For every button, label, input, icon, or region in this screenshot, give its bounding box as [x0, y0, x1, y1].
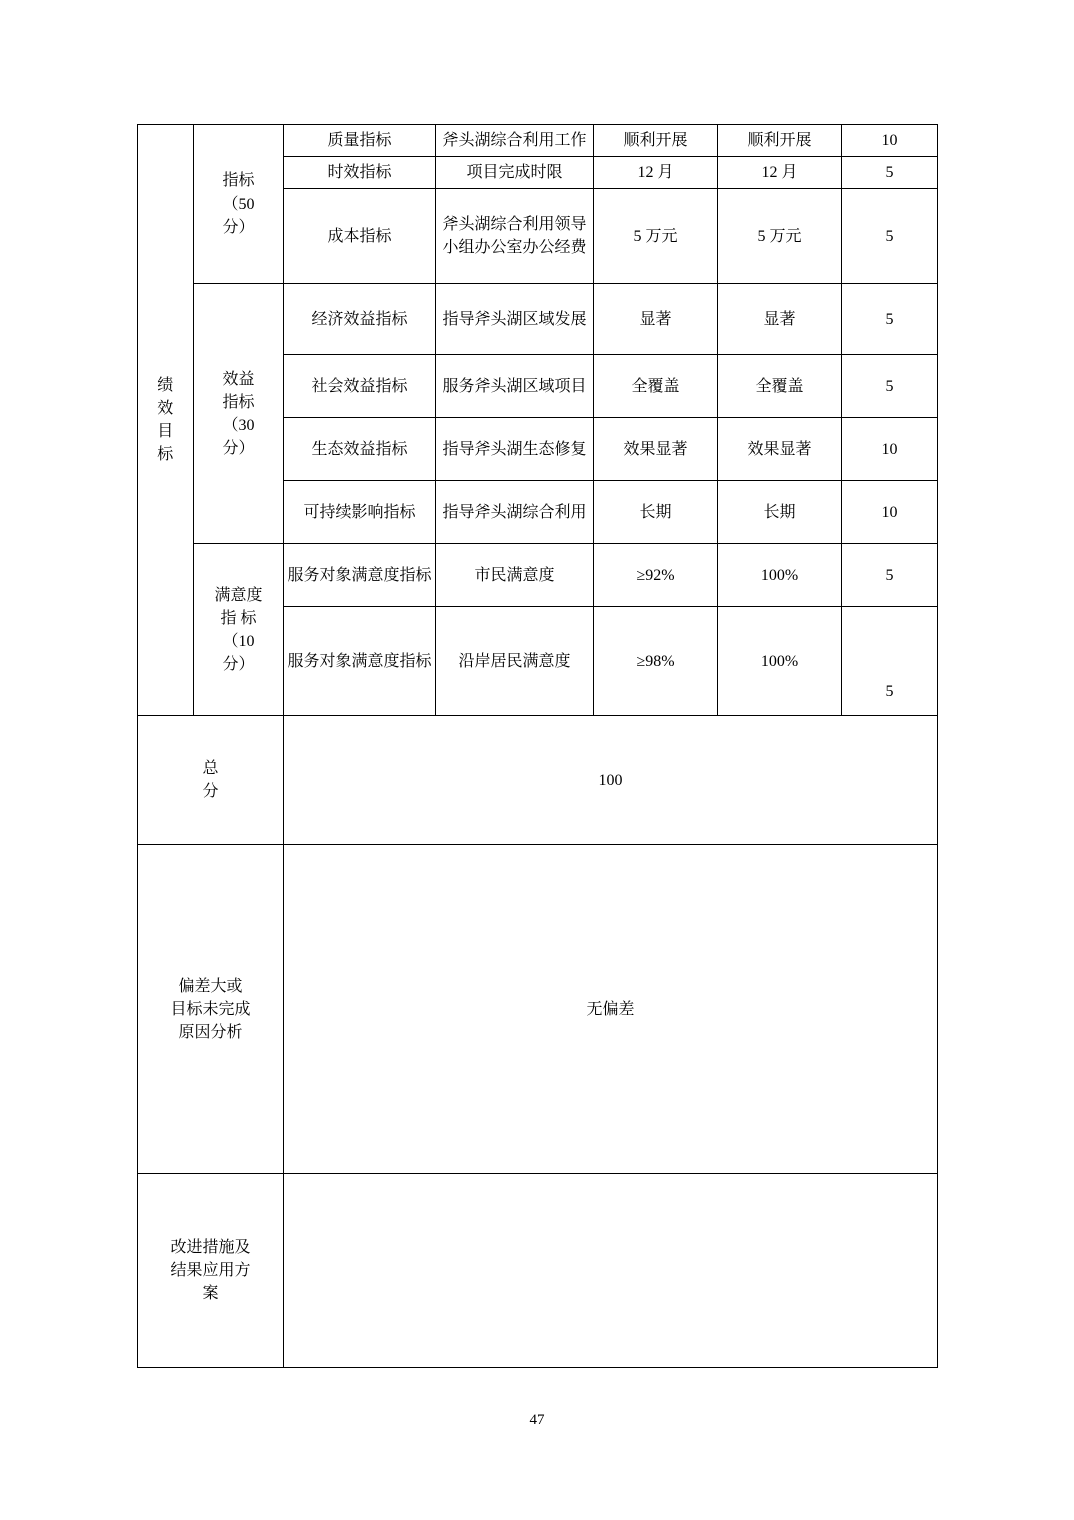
indicator-actual: 全覆盖 — [718, 355, 842, 418]
benefit-label-line-1: 效益 — [222, 370, 255, 388]
indicator-target: 12 月 — [594, 157, 718, 189]
deviation-label-line-3: 原因分析 — [178, 1023, 243, 1041]
improvement-label-line-2: 结果应用方 — [170, 1262, 251, 1280]
improvement-label-line-3: 案 — [202, 1285, 219, 1303]
indicator-actual: 顺利开展 — [718, 125, 842, 157]
indicator-label-line-2: （50 — [222, 195, 255, 213]
category-label-benefit — [194, 284, 284, 544]
benefit-label-line-4: 分） — [222, 440, 255, 458]
indicator-target: 长期 — [594, 481, 718, 544]
group-label-char-3: 目 — [157, 423, 174, 441]
performance-table-wrapper — [137, 124, 937, 1368]
indicator-score: 5 — [842, 284, 938, 355]
improvement-row — [138, 1174, 938, 1368]
indicator-score: 5 — [842, 355, 938, 418]
indicator-type: 生态效益指标 — [284, 418, 436, 481]
indicator-name: 服务斧头湖区域项目 — [436, 355, 594, 418]
indicator-score: 10 — [842, 481, 938, 544]
category-label-indicator — [194, 125, 284, 284]
indicator-target: 效果显著 — [594, 418, 718, 481]
indicator-actual: 12 月 — [718, 157, 842, 189]
indicator-name: 指导斧头湖生态修复 — [436, 418, 594, 481]
indicator-type: 质量指标 — [284, 125, 436, 157]
table-row — [138, 284, 938, 355]
indicator-score: 5 — [842, 189, 938, 284]
indicator-target: 全覆盖 — [594, 355, 718, 418]
satisfaction-label-line-1: 满意度 — [214, 586, 263, 604]
table-row — [138, 544, 938, 607]
group-label-char-1: 绩 — [157, 376, 174, 394]
category-label-satisfaction — [194, 544, 284, 716]
deviation-label-line-2: 目标未完成 — [170, 1000, 251, 1018]
total-row — [138, 716, 938, 845]
indicator-score: 10 — [842, 125, 938, 157]
total-value: 100 — [284, 716, 938, 845]
satisfaction-label-line-4: 分） — [222, 656, 255, 674]
group-label-char-4: 标 — [157, 446, 174, 464]
indicator-name: 沿岸居民满意度 — [436, 607, 594, 716]
improvement-value — [284, 1174, 938, 1368]
indicator-actual: 5 万元 — [718, 189, 842, 284]
indicator-name: 指导斧头湖综合利用 — [436, 481, 594, 544]
indicator-score: 5 — [842, 607, 938, 716]
benefit-label-line-3: （30 — [222, 416, 255, 434]
indicator-label-line-1: 指标 — [222, 172, 255, 190]
indicator-score: 10 — [842, 418, 938, 481]
indicator-target: ≥92% — [594, 544, 718, 607]
deviation-row — [138, 845, 938, 1174]
benefit-label-line-2: 指标 — [222, 393, 255, 411]
indicator-actual: 长期 — [718, 481, 842, 544]
indicator-type: 时效指标 — [284, 157, 436, 189]
indicator-target: 顺利开展 — [594, 125, 718, 157]
indicator-type: 服务对象满意度指标 — [284, 607, 436, 716]
table-row — [138, 125, 938, 157]
indicator-label-line-3: 分） — [222, 218, 255, 236]
performance-target-table — [137, 124, 938, 1368]
indicator-name: 斧头湖综合利用工作 — [436, 125, 594, 157]
indicator-actual: 显著 — [718, 284, 842, 355]
group-label-char-2: 效 — [157, 400, 174, 417]
deviation-label — [138, 845, 284, 1174]
indicator-actual: 100% — [718, 607, 842, 716]
indicator-type: 成本指标 — [284, 189, 436, 284]
indicator-score: 5 — [842, 157, 938, 189]
deviation-label-line-1: 偏差大或 — [178, 977, 243, 995]
page-number: 47 — [529, 1412, 545, 1428]
total-label — [138, 716, 284, 845]
row-group-label — [138, 125, 194, 716]
satisfaction-label-line-2: 指 标 — [220, 609, 257, 627]
indicator-type: 服务对象满意度指标 — [284, 544, 436, 607]
improvement-label-line-1: 改进措施及 — [170, 1239, 251, 1257]
deviation-value: 无偏差 — [284, 845, 938, 1174]
indicator-name: 市民满意度 — [436, 544, 594, 607]
indicator-target: ≥98% — [594, 607, 718, 716]
indicator-target: 5 万元 — [594, 189, 718, 284]
indicator-type: 可持续影响指标 — [284, 481, 436, 544]
indicator-score: 5 — [842, 544, 938, 607]
indicator-name: 斧头湖综合利用领导小组办公室办公经费 — [436, 189, 594, 284]
indicator-type: 经济效益指标 — [284, 284, 436, 355]
indicator-name: 项目完成时限 — [436, 157, 594, 189]
satisfaction-label-line-3: （10 — [222, 632, 255, 650]
indicator-type: 社会效益指标 — [284, 355, 436, 418]
indicator-target: 显著 — [594, 284, 718, 355]
total-label-line-1: 总 — [202, 760, 219, 778]
indicator-actual: 100% — [718, 544, 842, 607]
indicator-name: 指导斧头湖区域发展 — [436, 284, 594, 355]
indicator-actual: 效果显著 — [718, 418, 842, 481]
total-label-line-2: 分 — [202, 783, 219, 801]
improvement-label — [138, 1174, 284, 1368]
